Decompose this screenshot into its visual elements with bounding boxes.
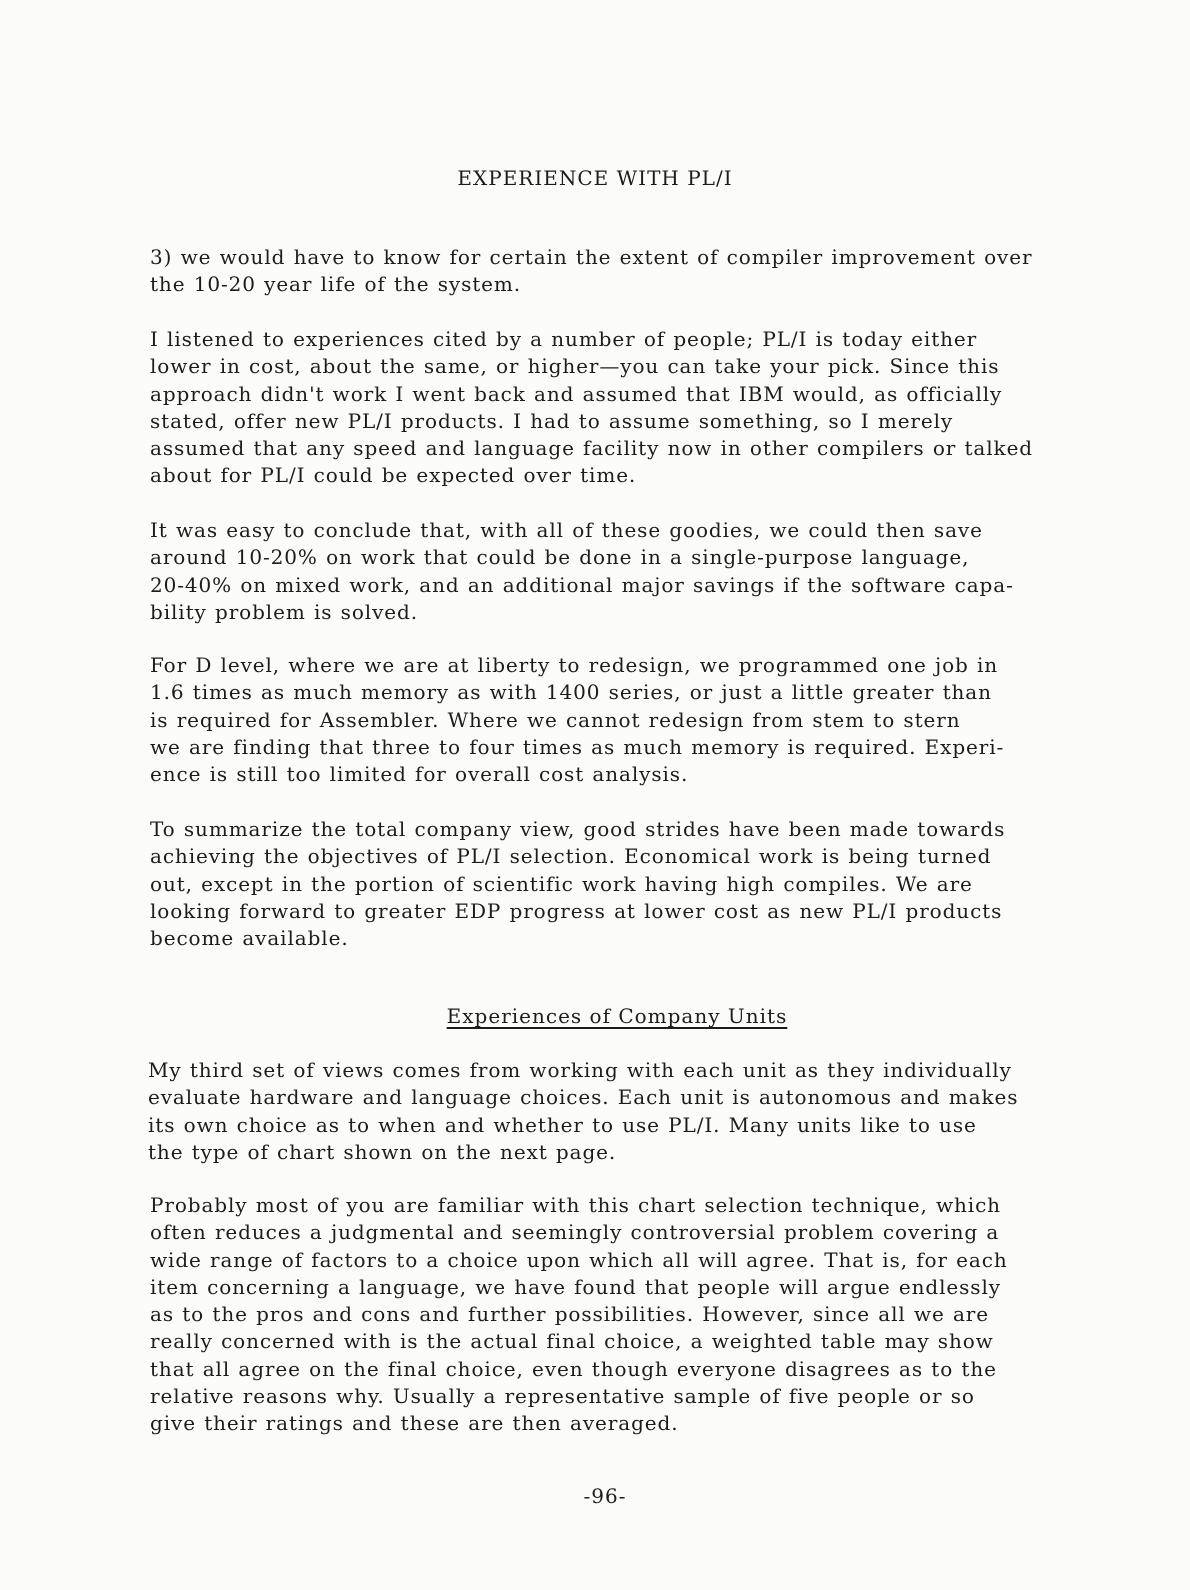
paragraph-text: Probably most of you are familiar with this chart selection technique, which often reduces a judgmental and seemingly controversial problem covering a wide range of factors to a choice upon which all will agree. That is, for each item concerning a language, we have found that people will argue endlessly as to the pros and cons and further possibilities. However, since all we are really concerned with is the actual final choice, a weighted table may show that all agree on the final choice, even though everyone disagrees as to the relative reasons why. Usually a representative sample of five people or so give their ratings and these are then averaged. xyxy=(150,1193,1008,1436)
paragraph-company-summary xyxy=(150,816,1095,952)
section-subheading xyxy=(0,1004,1190,1028)
paragraph-text: My third set of views comes from working with each unit as they individually evaluate hardware and language choices. Each unit is autonomous and makes its own choice as to when and whether to use PL/I. Many units like to use the type of chart shown on the next page. xyxy=(148,1058,1019,1164)
paragraph-savings-conclusion xyxy=(150,517,1095,626)
subheading-text: Experiences of Company Units xyxy=(446,1004,788,1028)
paragraph-d-level-memory xyxy=(150,652,1095,788)
page-header: EXPERIENCE WITH PL/I xyxy=(457,166,733,190)
paragraph-unit-views xyxy=(148,1057,1093,1166)
paragraph-chart-technique xyxy=(150,1192,1095,1438)
paragraph-text: To summarize the total company view, good strides have been made towards achieving the objectives of PL/I selection. Economical work is being turned out, except in the portion of scientific work having high compiles. We are looking forward to greater EDP progress at lower cost as new PL/I products become available. xyxy=(150,817,1006,951)
page-number: -96- xyxy=(583,1484,627,1508)
paragraph-experiences-cited xyxy=(150,326,1095,490)
paragraph-text: 3) we would have to know for certain the extent of compiler improvement over the 10-20 year life of the system. xyxy=(150,245,1033,297)
paragraph-text: I listened to experiences cited by a number of people; PL/I is today either lower in cost, about the same, or higher—you can take your pick. Since this approach didn't work I went back and assumed that IBM would, as officially stated, offer new PL/I products. I had to assume something, so I merely assumed that any speed and language facility now in other compilers or talked about for PL/I could be expected over time. xyxy=(150,327,1034,488)
paragraph-text: It was easy to conclude that, with all of these goodies, we could then save around 10-20% on work that could be done in a single-purpose language, 20-40% on mixed work, and an additional major savings if the software capa- bility problem is solved. xyxy=(150,518,1014,624)
paragraph-compiler-improvement xyxy=(150,244,1095,299)
paragraph-text: For D level, where we are at liberty to redesign, we programmed one job in 1.6 times as much memory as with 1400 series, or just a little greater than is required for Assembler. Where we cannot redesign from stem to stern we are finding that three to four times as much memory is required. Experi- ence is still too limited for overall cost analysis. xyxy=(150,653,1005,787)
